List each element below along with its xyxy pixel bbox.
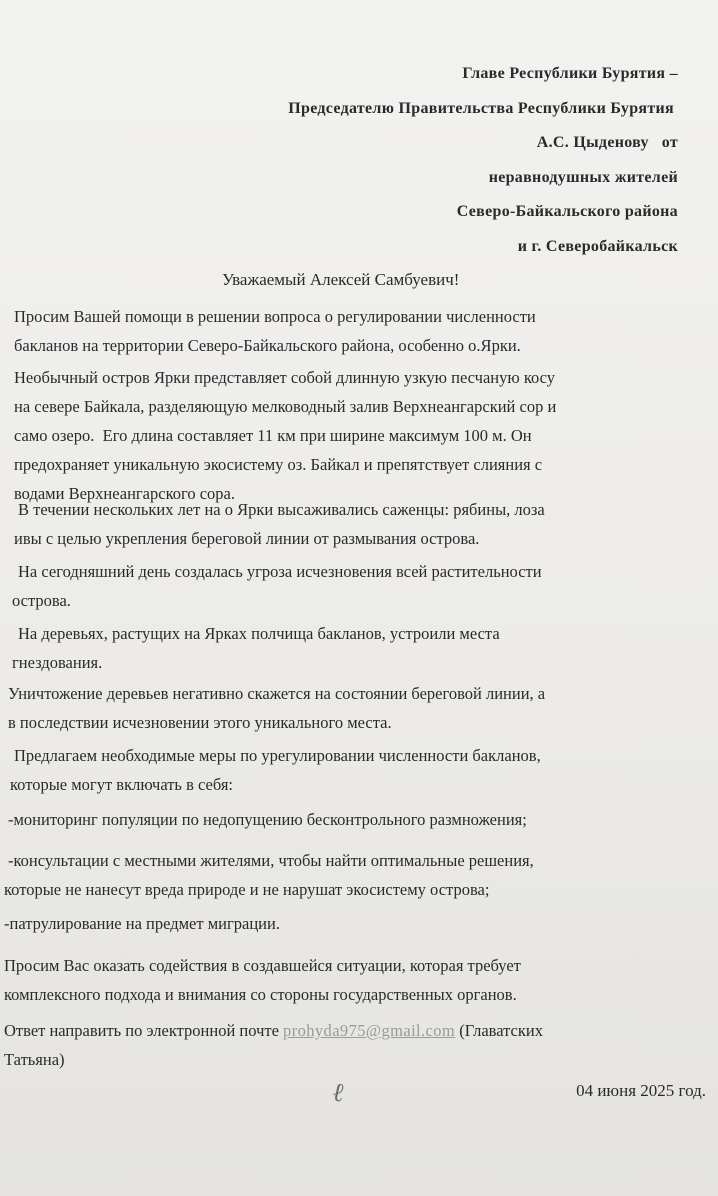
addressee-line: А.С. Цыденову от <box>536 134 678 151</box>
paragraph <box>10 741 700 799</box>
text-line: комплексного подхода и внимания со стороны государственных органов. <box>4 985 517 1004</box>
paragraph <box>14 302 704 360</box>
text-line: на севере Байкала, разделяющую мелководный залив Верхнеангарский сор и <box>14 397 557 416</box>
text-line: Предлагаем необходимые меры по урегулировании численности бакланов, <box>14 746 541 765</box>
text-line: гнездования. <box>12 653 103 672</box>
text-line: На деревьях, растущих на Ярках полчища бакланов, устроили места <box>18 624 500 643</box>
paragraph <box>4 909 694 938</box>
addressee-line: Северо-Байкальского района <box>456 203 678 220</box>
text-line: острова. <box>12 591 71 610</box>
text-line: предохраняет уникальную экосистему оз. Байкал и препятствует слияния с <box>14 455 543 474</box>
text-line: Просим Вас оказать содействия в создавшейся ситуации, которая требует <box>4 956 521 975</box>
text-line: В течении нескольких лет на о Ярки высаживались саженцы: рябины, лоза <box>18 500 545 519</box>
paragraph <box>4 951 694 1009</box>
paragraph <box>12 619 708 677</box>
text-line: -мониторинг популяции по недопущению бесконтрольного размножения; <box>8 810 527 829</box>
addressee-line: Председателю Правительства Республики Бурятия <box>288 99 674 117</box>
text-line: бакланов на территории Северо-Байкальского района, особенно о.Ярки. <box>14 336 521 355</box>
paragraph <box>12 557 708 615</box>
paragraph <box>14 495 708 553</box>
addressee-block <box>288 60 678 267</box>
signature-mark: ℓ <box>329 1077 348 1108</box>
text-line: само озеро. Его длина составляет 11 км при ширине максимум 100 м. Он <box>14 426 532 445</box>
text-line <box>4 1016 694 1045</box>
text-line: Татьяна) <box>4 1050 65 1069</box>
text-line: в последствии исчезновении этого уникального места. <box>8 713 392 732</box>
reply-prefix: Ответ направить по электронной почте <box>4 1021 279 1040</box>
text-line: -патрулирование на предмет миграции. <box>4 914 280 933</box>
text-line: Уничтожение деревьев негативно скажется на состоянии береговой линии, а <box>8 684 546 703</box>
text-line: ивы с целью укрепления береговой линии от размывания острова. <box>14 529 480 548</box>
text-line: На сегодняшний день создалась угроза исчезновения всей растительности <box>18 562 542 581</box>
paragraph <box>4 846 698 904</box>
reply-paragraph <box>4 1016 694 1074</box>
paragraph <box>14 363 704 508</box>
paragraph <box>8 679 698 737</box>
reply-suffix: (Главатских <box>459 1021 543 1040</box>
text-line: -консультации с местными жителями, чтобы найти оптимальные решения, <box>8 851 534 870</box>
email-link[interactable]: prohyda975@gmail.com <box>283 1021 456 1040</box>
text-line: водами Верхнеангарского сора. <box>14 484 236 503</box>
paragraph <box>8 805 698 834</box>
addressee-line: Главе Республики Бурятия – <box>462 65 678 82</box>
text-line: которые могут включать в себя: <box>10 775 233 794</box>
text-line: Просим Вашей помощи в решении вопроса о регулировании численности <box>14 307 536 326</box>
document-date: 04 июня 2025 год. <box>576 1081 706 1100</box>
text-line: Необычный остров Ярки представляет собой длинную узкую песчаную косу <box>14 368 556 387</box>
greeting: Уважаемый Алексей Самбуевич! <box>222 270 460 289</box>
addressee-line: и г. Северобайкальск <box>517 237 678 255</box>
addressee-line: неравнодушных жителей <box>488 168 678 186</box>
text-line: которые не нанесут вреда природе и не нарушат экосистему острова; <box>4 880 490 899</box>
